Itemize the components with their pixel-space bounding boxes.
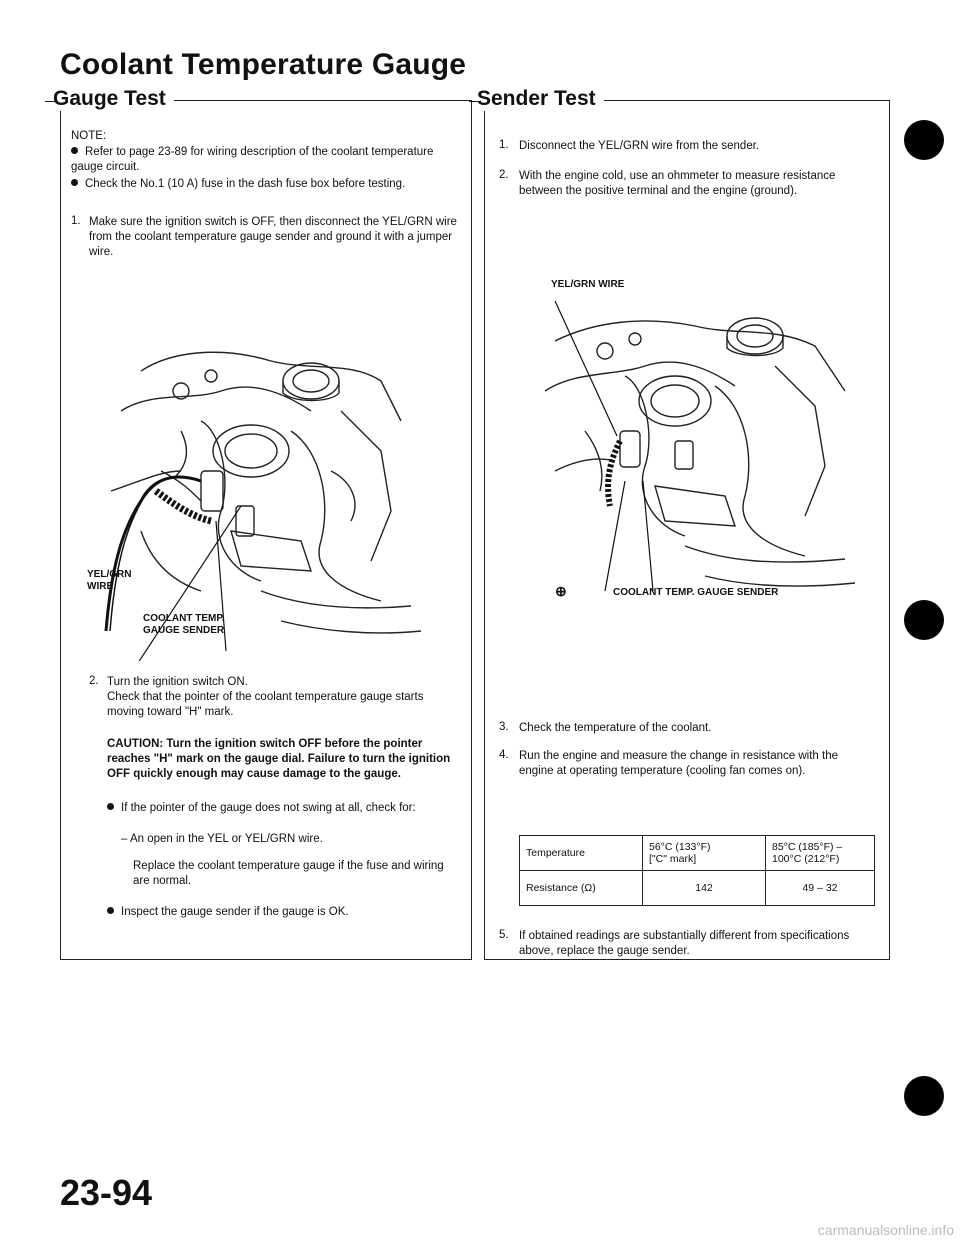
page-number: 23-94 — [60, 1172, 153, 1213]
bullet-icon — [107, 803, 114, 810]
table-row — [520, 871, 875, 906]
table-cell: Resistance (Ω) — [520, 871, 643, 906]
bullet-check-pointer: If the pointer of the gauge does not swing at all, check for: — [107, 801, 457, 816]
step-4-text: Run the engine and measure the change in resistance with the engine at operating temperature (cooling fan comes on). — [519, 750, 839, 777]
table-row — [520, 836, 875, 871]
step-4-number: 4. — [499, 749, 509, 761]
engine-illustration-left — [81, 331, 431, 661]
table-cell: 142 — [643, 871, 766, 906]
step-1-number: 1. — [71, 215, 81, 227]
coolant-temp-sender-callout: COOLANT TEMP. GAUGE SENDER — [613, 587, 779, 598]
step-2-number: 2. — [89, 675, 99, 687]
table-cell: 85°C (185°F) – 100°C (212°F) — [766, 836, 875, 871]
bullet-inspect-sender: Inspect the gauge sender if the gauge is OK. — [107, 905, 457, 920]
yel-grn-wire-callout: YEL/GRN WIRE — [87, 569, 132, 592]
gauge-test-heading: Gauge Test — [51, 87, 174, 111]
note-2: Check the No.1 (10 A) fuse in the dash fuse box before testing. — [71, 177, 461, 192]
bullet-icon — [71, 147, 78, 154]
open-wire-check: – An open in the YEL or YEL/GRN wire. — [121, 833, 323, 845]
step-3-number: 3. — [499, 721, 509, 733]
table-cell: Temperature — [520, 836, 643, 871]
gauge-test-panel — [53, 87, 472, 960]
binder-hole-icon — [904, 1076, 944, 1116]
engine-illustration-right — [525, 291, 875, 601]
step-1-text: Make sure the ignition switch is OFF, then disconnect the YEL/GRN wire from the coolant temperature gauge sender and ground it with a jumper wire. — [89, 216, 457, 258]
bullet-icon — [107, 907, 114, 914]
yel-grn-wire-callout: YEL/GRN WIRE — [551, 279, 625, 290]
sender-test-heading: Sender Test — [475, 87, 604, 111]
step-5-text: If obtained readings are substantially different from specifications above, replace the gauge sender. — [519, 930, 850, 957]
resistance-spec-table — [519, 835, 875, 906]
bullet-icon — [71, 179, 78, 186]
caution-text: CAUTION: Turn the ignition switch OFF before the pointer reaches "H" mark on the gauge dial. Failure to turn the ignition OFF quickly enough may cause damage to the gauge. — [107, 738, 451, 780]
binder-hole-icon — [904, 600, 944, 640]
ohmmeter-symbol: ⊕ — [555, 583, 567, 599]
step-2-text: With the engine cold, use an ohmmeter to measure resistance between the positive terminal and the engine (ground). — [519, 170, 836, 197]
note-label: NOTE: — [71, 130, 107, 142]
binder-hole-icon — [904, 120, 944, 160]
sender-test-panel — [477, 87, 890, 960]
step-2-number: 2. — [499, 169, 509, 181]
table-cell: 56°C (133°F) ["C" mark] — [643, 836, 766, 871]
coolant-temp-sender-callout: COOLANT TEMP. GAUGE SENDER — [143, 613, 225, 636]
page-title: Coolant Temperature Gauge — [60, 48, 467, 81]
step-2-text: Turn the ignition switch ON. Check that the pointer of the coolant temperature gauge starts moving toward "H" mark. — [107, 676, 424, 718]
watermark: carmanualsonline.info — [817, 1222, 954, 1238]
table-cell: 49 – 32 — [766, 871, 875, 906]
note-1: Refer to page 23-89 for wiring description of the coolant temperature gauge circuit. — [71, 146, 434, 173]
step-1-number: 1. — [499, 139, 509, 151]
step-1-text: Disconnect the YEL/GRN wire from the sender. — [519, 140, 760, 152]
step-5-number: 5. — [499, 929, 509, 941]
replace-gauge-text: Replace the coolant temperature gauge if the fuse and wiring are normal. — [133, 860, 444, 887]
step-3-text: Check the temperature of the coolant. — [519, 722, 712, 734]
